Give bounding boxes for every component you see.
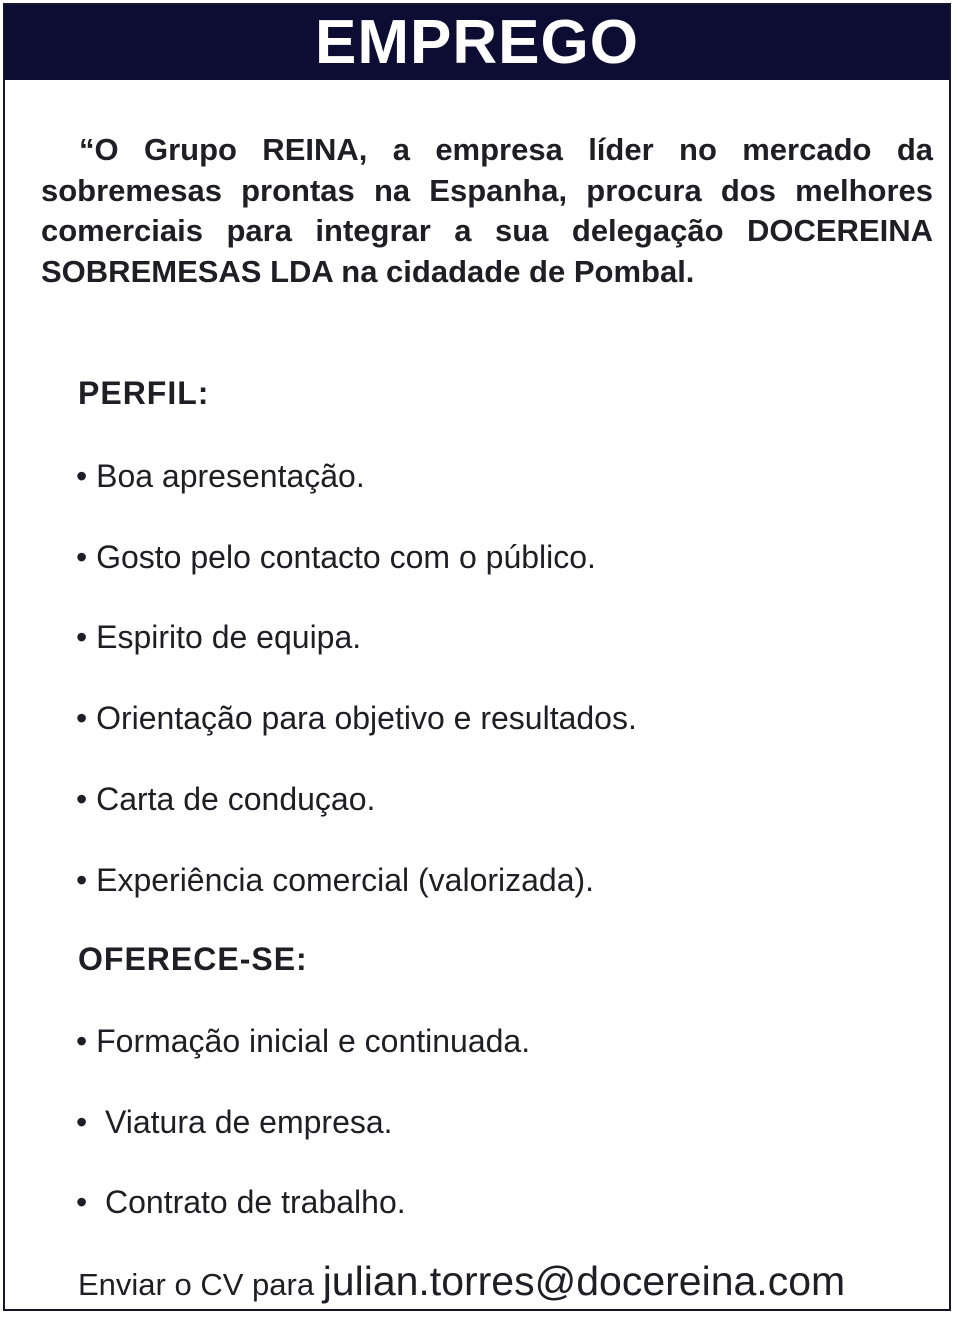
oferece-item: • Viatura de empresa. bbox=[76, 1104, 393, 1140]
perfil-item: • Experiência comercial (valorizada). bbox=[76, 862, 595, 898]
header-title: EMPREGO bbox=[315, 8, 639, 77]
perfil-item: • Espirito de equipa. bbox=[76, 619, 362, 655]
oferece-item: • Formação inicial e continuada. bbox=[76, 1023, 531, 1059]
header-banner bbox=[5, 5, 949, 80]
perfil-item: • Gosto pelo contacto com o público. bbox=[76, 539, 596, 575]
perfil-item: • Boa apresentação. bbox=[76, 458, 365, 494]
perfil-item: • Orientação para objetivo e resultados. bbox=[76, 700, 637, 736]
intro-paragraph: “O Grupo REINA, a empresa líder no mercado da sobremesas prontas na Espanha, procura dos melhores comerciais para integrar a sua delegação DOCEREINA SOBREMESAS LDA na cidadade de Pombal. bbox=[41, 132, 933, 289]
oferece-heading: OFERECE-SE: bbox=[78, 941, 308, 977]
contact-label: Enviar o CV para bbox=[78, 1267, 315, 1302]
perfil-heading: PERFIL: bbox=[78, 375, 210, 411]
perfil-item: • Carta de conduçao. bbox=[76, 781, 376, 817]
job-advertisement bbox=[3, 3, 951, 1311]
contact-line bbox=[78, 1257, 845, 1309]
contact-email[interactable]: julian.torres@docereina.com bbox=[322, 1258, 846, 1304]
oferece-item: • Contrato de trabalho. bbox=[76, 1184, 406, 1220]
